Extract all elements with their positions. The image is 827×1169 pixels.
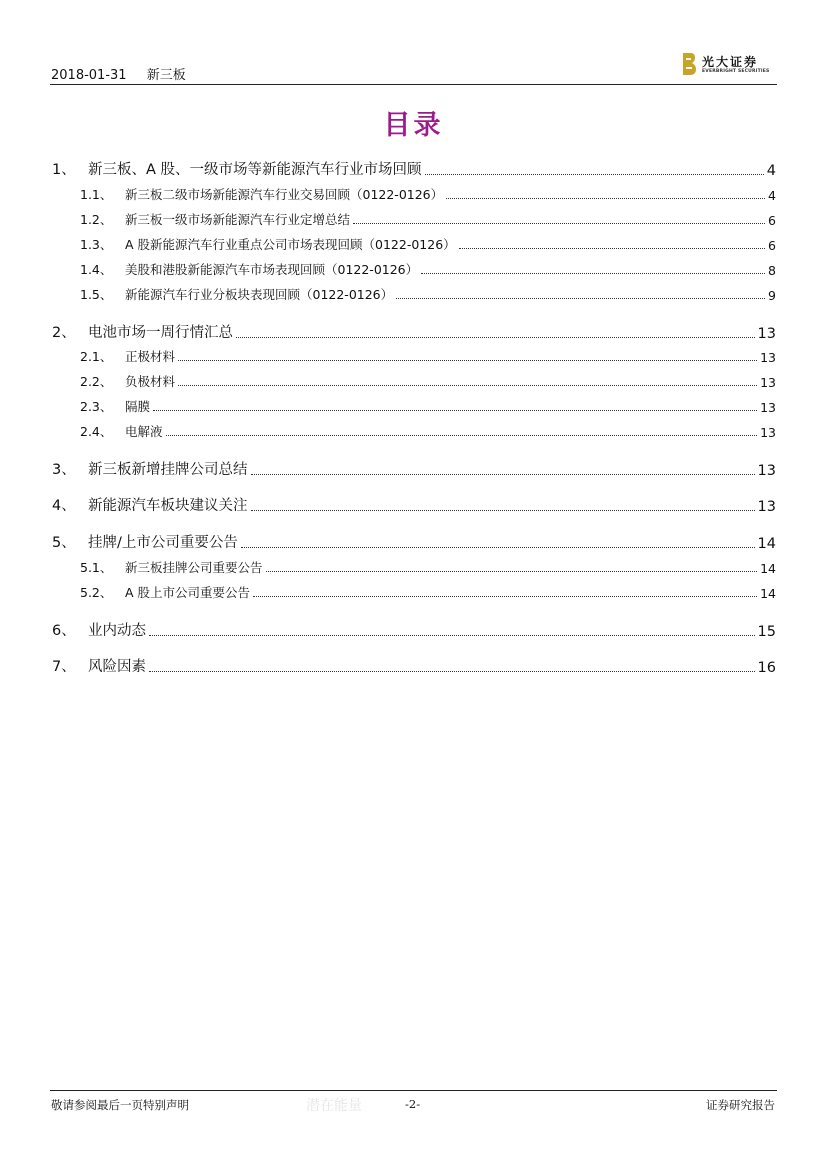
toc-entry-number: 5.1、 [80, 560, 113, 575]
toc-dot-leader [153, 409, 757, 411]
toc-entry-page: 13 [757, 326, 776, 342]
toc-entry-label: 隔膜 [125, 399, 151, 414]
toc-entry-page: 13 [760, 350, 776, 365]
footer-report-type: 证券研究报告 [706, 1098, 775, 1112]
everbright-logo-icon [682, 53, 696, 75]
toc-dot-leader [178, 359, 757, 361]
toc-dot-leader [459, 247, 765, 249]
report-category: 新三板 [146, 68, 186, 83]
toc-entry-page: 14 [760, 586, 776, 601]
page-number: -2- [405, 1097, 421, 1111]
toc-entry-label: 风险因素 [88, 659, 146, 675]
toc-entry-label: 新能源汽车板块建议关注 [88, 498, 248, 514]
toc-dot-leader [425, 173, 764, 175]
toc-entry[interactable] [52, 260, 776, 278]
toc-dot-leader [178, 384, 757, 386]
toc-entry-label: 新能源汽车行业分板块表现回顾（0122-0126） [125, 287, 394, 302]
toc-dot-leader [251, 509, 755, 511]
toc-entry-label: 电池市场一周行情汇总 [88, 325, 233, 341]
toc-dot-leader [266, 570, 758, 572]
toc-entry-number: 5、 [52, 535, 76, 551]
toc-entry-number: 2、 [52, 325, 76, 341]
toc-entry-label: 美股和港股新能源汽车市场表现回顾（0122-0126） [125, 262, 419, 277]
toc-entry-label: 负极材料 [125, 374, 176, 389]
toc-entry-number: 1.5、 [80, 287, 113, 302]
toc-entry[interactable] [52, 619, 776, 640]
toc-entry-page: 6 [768, 213, 776, 228]
toc-dot-leader [149, 670, 755, 672]
toc-entry-number: 6、 [52, 623, 76, 639]
toc-entry-page: 13 [760, 425, 776, 440]
toc-entry-page: 6 [768, 238, 776, 253]
toc-entry-page: 14 [757, 536, 776, 552]
toc-entry-label: 新三板挂牌公司重要公告 [125, 560, 263, 575]
header-left [51, 64, 186, 83]
toc-dot-leader [421, 272, 765, 274]
toc-entry-label: 新三板、A 股、一级市场等新能源汽车行业市场回顾 [88, 162, 422, 178]
toc-entry[interactable] [52, 458, 776, 479]
toc-entry[interactable] [52, 372, 776, 390]
page-footer [50, 1090, 777, 1114]
toc-entry-number: 2.2、 [80, 374, 113, 389]
toc-entry-page: 15 [757, 624, 776, 640]
toc-entry[interactable] [52, 347, 776, 365]
toc-dot-leader [396, 297, 765, 299]
toc-entry-label: 正极材料 [125, 349, 176, 364]
toc-entry-page: 13 [760, 375, 776, 390]
toc-entry-number: 2.3、 [80, 399, 113, 414]
toc-entry-label: 电解液 [125, 424, 163, 439]
toc-entry[interactable] [52, 285, 776, 303]
toc-entry-number: 2.1、 [80, 349, 113, 364]
toc-entry-page: 9 [768, 288, 776, 303]
toc-entry-number: 1.1、 [80, 187, 113, 202]
toc-entry-label: 业内动态 [88, 623, 146, 639]
report-date: 2018-01-31 [51, 68, 127, 83]
toc-entry-number: 1.2、 [80, 212, 113, 227]
toc-entry-label: 新三板一级市场新能源汽车行业定增总结 [125, 212, 351, 227]
toc-dot-leader [241, 546, 755, 548]
toc-entry-label: 新三板二级市场新能源汽车行业交易回顾（0122-0126） [125, 187, 444, 202]
toc-entry[interactable] [52, 158, 776, 179]
toc-entry-page: 13 [757, 463, 776, 479]
toc-entry[interactable] [52, 422, 776, 440]
toc-entry[interactable] [52, 494, 776, 515]
toc-entry-label: 新三板新增挂牌公司总结 [88, 462, 248, 478]
toc-entry-number: 1.3、 [80, 237, 113, 252]
toc-entry-page: 8 [768, 263, 776, 278]
toc-entry[interactable] [52, 235, 776, 253]
toc-entry[interactable] [52, 321, 776, 342]
toc-entry-number: 2.4、 [80, 424, 113, 439]
toc-entry[interactable] [52, 185, 776, 203]
toc-title: 目录 [383, 110, 444, 141]
toc-entry-page: 4 [768, 188, 776, 203]
toc-entry-label: 挂牌/上市公司重要公告 [88, 535, 238, 551]
toc-entry-page: 4 [766, 163, 776, 179]
toc-entry-number: 3、 [52, 462, 76, 478]
toc-dot-leader [253, 595, 757, 597]
toc-entry[interactable] [52, 583, 776, 601]
toc-entry[interactable] [52, 655, 776, 676]
toc-entry[interactable] [52, 531, 776, 552]
toc-dot-leader [166, 434, 758, 436]
toc-entry-number: 7、 [52, 659, 76, 675]
company-logo [682, 53, 777, 79]
toc-entry-page: 13 [757, 499, 776, 515]
toc-entry-page: 13 [760, 400, 776, 415]
footer-disclaimer: 敬请参阅最后一页特别声明 [51, 1098, 189, 1112]
toc-entry-number: 1.4、 [80, 262, 113, 277]
footer-watermark: 潜在能量 [306, 1098, 362, 1114]
logo-text-en: EVERBRIGHT SECURITIES [702, 69, 770, 74]
toc-entry-number: 1、 [52, 162, 76, 178]
page-header [50, 55, 777, 85]
toc-entry-label: A 股上市公司重要公告 [125, 585, 251, 600]
toc-dot-leader [353, 222, 765, 224]
toc-entry[interactable] [52, 397, 776, 415]
toc-entry-page: 16 [757, 660, 776, 676]
toc-entry[interactable] [52, 558, 776, 576]
toc-dot-leader [236, 336, 755, 338]
toc-dot-leader [446, 197, 765, 199]
toc-entry-label: A 股新能源汽车行业重点公司市场表现回顾（0122-0126） [125, 237, 456, 252]
toc-dot-leader [149, 634, 755, 636]
logo-text-cn: 光大证券 [702, 55, 759, 69]
toc-dot-leader [251, 473, 755, 475]
toc-entry-page: 14 [760, 561, 776, 576]
toc-entry[interactable] [52, 210, 776, 228]
toc-entry-number: 4、 [52, 498, 76, 514]
toc-entry-number: 5.2、 [80, 585, 113, 600]
